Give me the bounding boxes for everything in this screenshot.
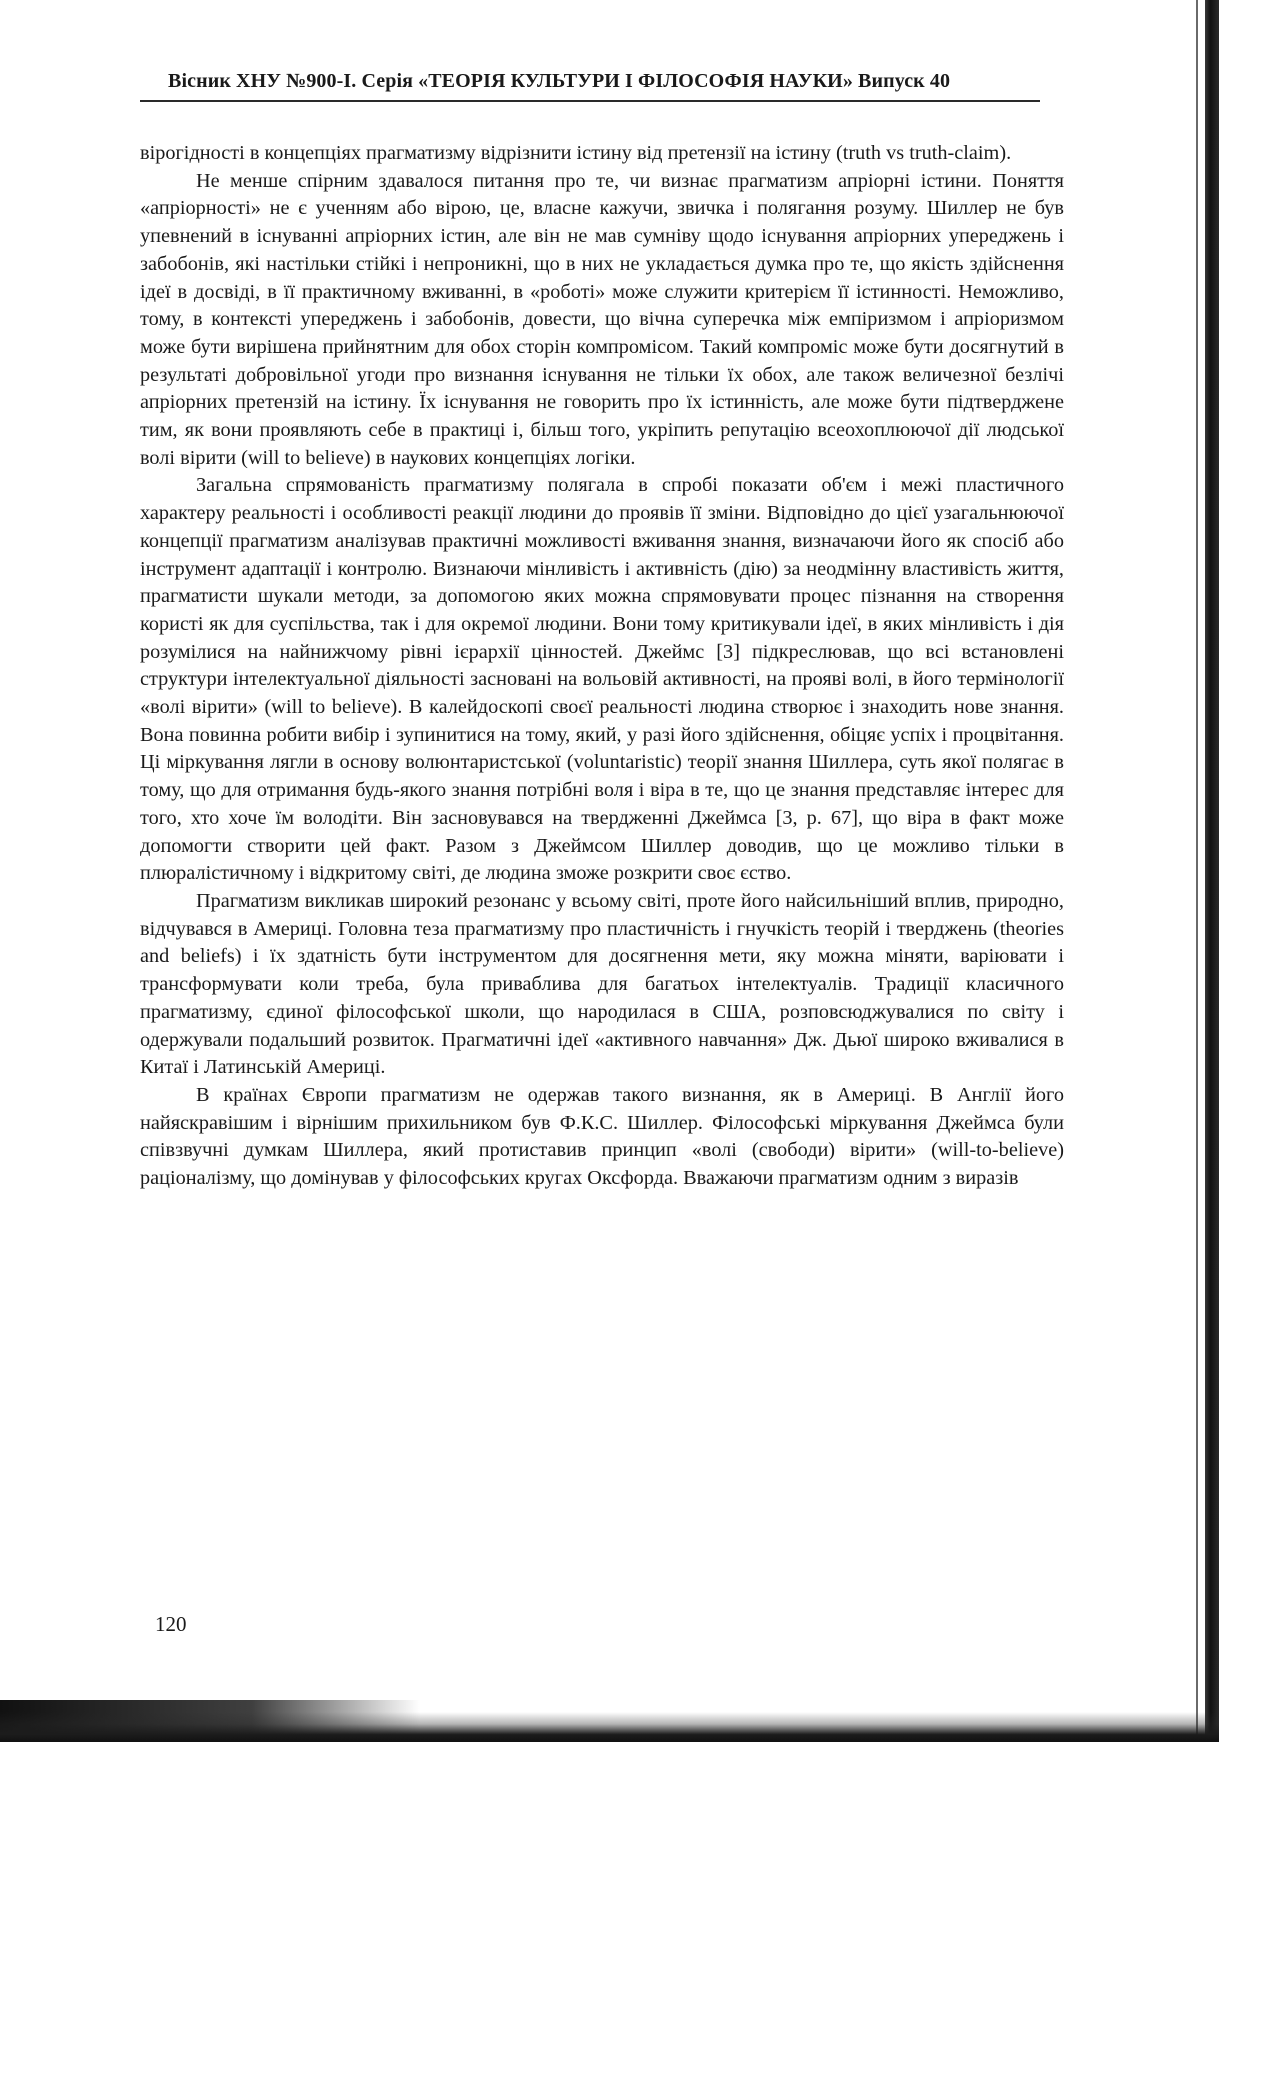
scan-bottom-edge [0, 1712, 1219, 1742]
paragraph-resonance: Прагматизм викликав широкий резонанс у всьому світі, проте його найсильніший вплив, природно, відчувався в Америці. Головна теза прагматизму про пластичність і гнучкість теорій і тверджень (theories and beliefs) і їх здатність бути інструментом для досягнення мети, яку можна міняти, варіювати і трансформувати коли треба, була приваблива для багатьох інтелектуалів. Традиції класичного прагматизму, єдиної філософської школи, що народилася в США, розповсюджувалися по світу і одержували подальший розвиток. Прагматичні ідеї «активного навчання» Дж. Дьюї широко вживалися в Китаї і Латинській Америці. [140, 889, 1064, 1079]
article-body [140, 140, 1064, 1193]
page-number: 120 [155, 1612, 187, 1636]
scan-edge-line [1196, 0, 1198, 1735]
paragraph-europe: В країнах Європи прагматизм не одержав такого визнання, як в Америці. В Англії його найяскравішим і вірнішим прихильником був Ф.К.С. Шиллер. Філософські міркування Джеймса були співзвучні думкам Шиллера, який протиставив принцип «волі (свободи) вірити» (will-to-believe) раціоналізму, що домінував у філософських кругах Оксфорда. Вважаючи прагматизм одним з виразів [140, 1083, 1064, 1190]
scan-right-edge [1205, 0, 1219, 1735]
paragraph-continuation: вірогідності в концепціях прагматизму відрізнити істину від претензії на істину (truth vs truth-claim). [140, 142, 1012, 164]
paragraph-apriori: Не менше спірним здавалося питання про те, чи визнає прагматизм апріорні істини. Поняття «апріорності» не є ученням або вірою, це, власне кажучи, звичка і полягання розуму. Шиллер не був упевнений в існуванні апріорних істин, але він не мав сумніву щодо існування апріорних упереджень і забобонів, які настільки стійкі і непроникні, що в них не укладається думка про те, що якість здійснення ідеї в досвіді, в її практичному вживанні, в «роботі» може служити критерієм її істинності. Неможливо, тому, в контексті упереджень і забобонів, довести, що вічна суперечка між емпіризмом і апріоризмом може бути вирішена прийнятним для обох сторін компромісом. Такий компроміс може бути досягнутий в результаті добровільної угоди про визнання існування не тільки їх обох, але також величезної безлічі апріорних претензій на істину. Їх існування не говорить про їх істинність, але може бути підтверджене тим, як вони проявляють себе в практиці і, більш того, укріпить репутацію всеохоплюючої дії людської волі вірити (will to believe) в наукових концепціях логіки. [140, 169, 1064, 469]
header-rule [140, 100, 1040, 102]
running-header: Вісник ХНУ №900-І. Серія «ТЕОРІЯ КУЛЬТУРИ І ФІЛОСОФІЯ НАУКИ» Випуск 40 [168, 70, 951, 92]
paragraph-orientation: Загальна спрямованість прагматизму полягала в спробі показати об'єм і межі пластичного характеру реальності і особливості реакції людини до проявів її зміни. Відповідно до цієї узагальнюючої концепції прагматизм аналізував практичні можливості вживання знання, визначаючи його як спосіб або інструмент адаптації і контролю. Визнаючи мінливість і активність (дію) за неодмінну властивість життя, прагматисти шукали методи, за допомогою яких можна спрямовувати процес пізнання на створення користі як для суспільства, так і для окремої людини. Вони тому критикували ідеї, в яких мінливість і дія розумілися на найнижчому рівні ієрархії цінностей. Джеймс [3] підкреслював, що всі встановлені структури інтелектуальної діяльності засновані на вольовій активності, на прояві волі, в його термінології «волі вірити» (will to believe). В калейдоскопі своєї реальності людина створює і знаходить нове знання. Вона повинна робити вибір і зупинитися на тому, який, у разі його здійснення, обіцяє успіх і процвітання. Ці міркування лягли в основу волюнтаристської (voluntaristic) теорії знання Шиллера, суть якої полягає в тому, що для отримання будь-якого знання потрібні воля і віра в те, що це знання представляє інтерес для того, хто хоче їм володіти. Він засновувався на твердженні Джеймса [3, p. 67], що віра в факт може допомогти створити цей факт. Разом з Джеймсом Шиллер доводив, що це можливо тільки в плюралістичному і відкритому світі, де людина зможе розкрити своє єство. [140, 474, 1064, 885]
